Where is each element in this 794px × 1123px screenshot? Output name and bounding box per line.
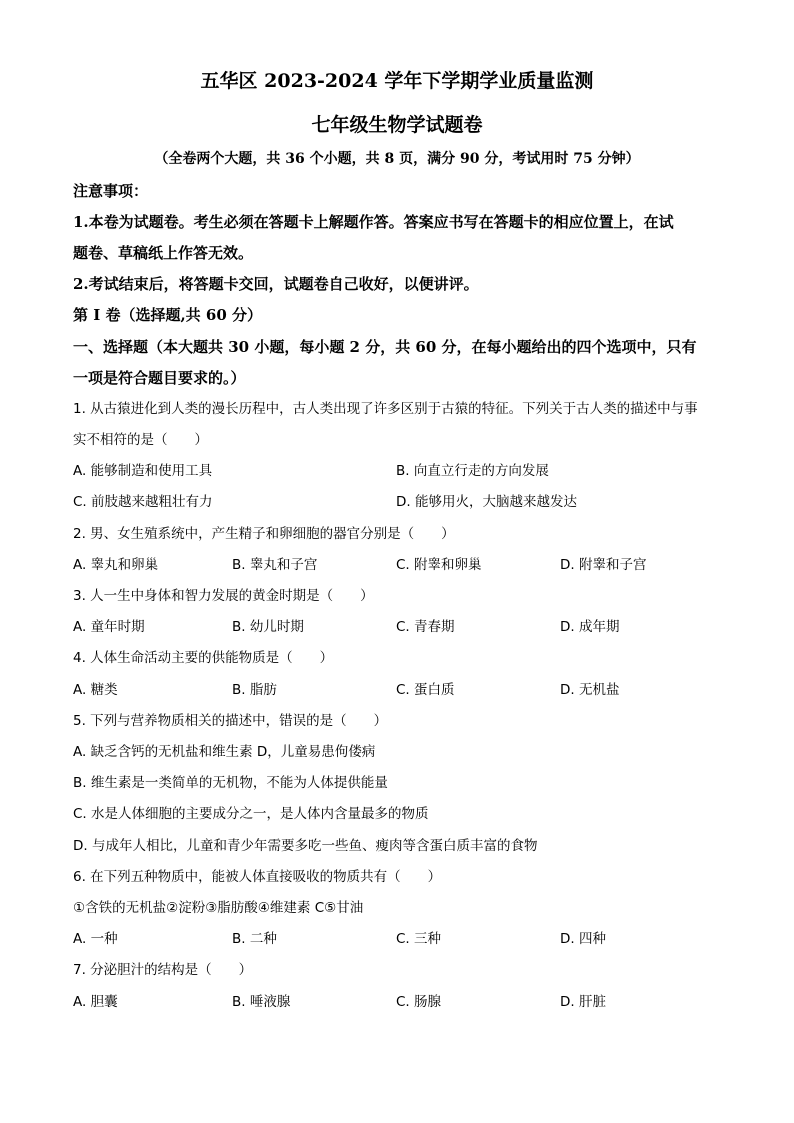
question-7-option-c: C. 肠腺 — [396, 994, 442, 1010]
question-3-option-c: C. 青春期 — [396, 619, 455, 635]
question-5-stem: 5. 下列与营养物质相关的描述中，错误的是（ ） — [73, 713, 388, 729]
question-6-option-d: D. 四种 — [560, 931, 606, 947]
question-3-stem: 3. 人一生中身体和智力发展的黄金时期是（ ） — [73, 588, 374, 604]
question-6-stem: 6. 在下列五种物质中，能被人体直接吸收的物质共有（ ） — [73, 869, 442, 885]
question-1-option-b: B. 向直立行走的方向发展 — [396, 463, 549, 479]
question-2-option-a: A. 睾丸和卵巢 — [73, 557, 159, 573]
exam-info: （全卷两个大题，共 36 个小题，共 8 页，满分 90 分，考试用时 75 分钟） — [154, 151, 640, 167]
note-2: 2.考试结束后，将答题卡交回，试题卷自己收好，以便讲评。 — [73, 275, 479, 293]
question-5-option-a: A. 缺乏含钙的无机盐和维生素 D，儿童易患佝偻病 — [73, 744, 376, 760]
question-6-option-a: A. 一种 — [73, 931, 118, 947]
notes-heading: 注意事项： — [73, 182, 149, 200]
question-6-option-b: B. 二种 — [232, 931, 277, 947]
question-3-option-b: B. 幼儿时期 — [232, 619, 304, 635]
question-7-option-b: B. 唾液腺 — [232, 994, 291, 1010]
question-1-option-d: D. 能够用火，大脑越来越发达 — [396, 494, 577, 510]
question-7-option-d: D. 肝脏 — [560, 994, 606, 1010]
question-7-stem: 7. 分泌胆汁的结构是（ ） — [73, 962, 253, 978]
question-4-option-b: B. 脂肪 — [232, 682, 277, 698]
question-5-option-c: C. 水是人体细胞的主要成分之一，是人体内含量最多的物质 — [73, 806, 429, 822]
question-3-option-d: D. 成年期 — [560, 619, 620, 635]
question-6-option-c: C. 三种 — [396, 931, 442, 947]
question-3-option-a: A. 童年时期 — [73, 619, 145, 635]
question-5-option-d: D. 与成年人相比，儿童和青少年需要多吃一些鱼、瘦肉等含蛋白质丰富的食物 — [73, 838, 538, 854]
part-title: 第 I 卷（选择题,共 60 分） — [73, 306, 263, 324]
question-1-stem: 1. 从古猿进化到人类的漫长历程中，古人类出现了许多区别于古猿的特征。下列关于古人类的描述中与事 — [73, 401, 698, 417]
question-7-option-a: A. 胆囊 — [73, 994, 118, 1010]
question-4-option-a: A. 糖类 — [73, 682, 118, 698]
question-1-stem: 实不相符的是（ ） — [73, 432, 208, 448]
question-4-option-d: D. 无机盐 — [560, 682, 620, 698]
question-2-option-c: C. 附睾和卵巢 — [396, 557, 482, 573]
exam-subtitle: 七年级生物学试题卷 — [311, 114, 483, 136]
question-2-option-b: B. 睾丸和子宫 — [232, 557, 318, 573]
question-6-substances: ①含铁的无机盐②淀粉③脂肪酸④维建素 C⑤甘油 — [73, 900, 364, 916]
note-1-line-1: 1.本卷为试题卷。考生必须在答题卡上解题作答。答案应书写在答题卡的相应位置上，在试 — [73, 213, 674, 231]
exam-title: 五华区 2023-2024 学年下学期学业质量监测 — [200, 70, 594, 92]
section-heading-line-1: 一、选择题（本大题共 30 小题，每小题 2 分，共 60 分，在每小题给出的四个选项中，只有 — [73, 338, 697, 356]
question-1-option-c: C. 前肢越来越粗壮有力 — [73, 494, 213, 510]
section-heading-line-2: 一项是符合题目要求的。） — [73, 369, 246, 387]
note-1-line-2: 题卷、草稿纸上作答无效。 — [73, 244, 254, 262]
question-1-option-a: A. 能够制造和使用工具 — [73, 463, 213, 479]
question-4-stem: 4. 人体生命活动主要的供能物质是（ ） — [73, 650, 334, 666]
question-5-option-b: B. 维生素是一类简单的无机物，不能为人体提供能量 — [73, 775, 388, 791]
question-4-option-c: C. 蛋白质 — [396, 682, 455, 698]
question-2-stem: 2. 男、女生殖系统中，产生精子和卵细胞的器官分别是（ ） — [73, 526, 455, 542]
question-2-option-d: D. 附睾和子宫 — [560, 557, 647, 573]
